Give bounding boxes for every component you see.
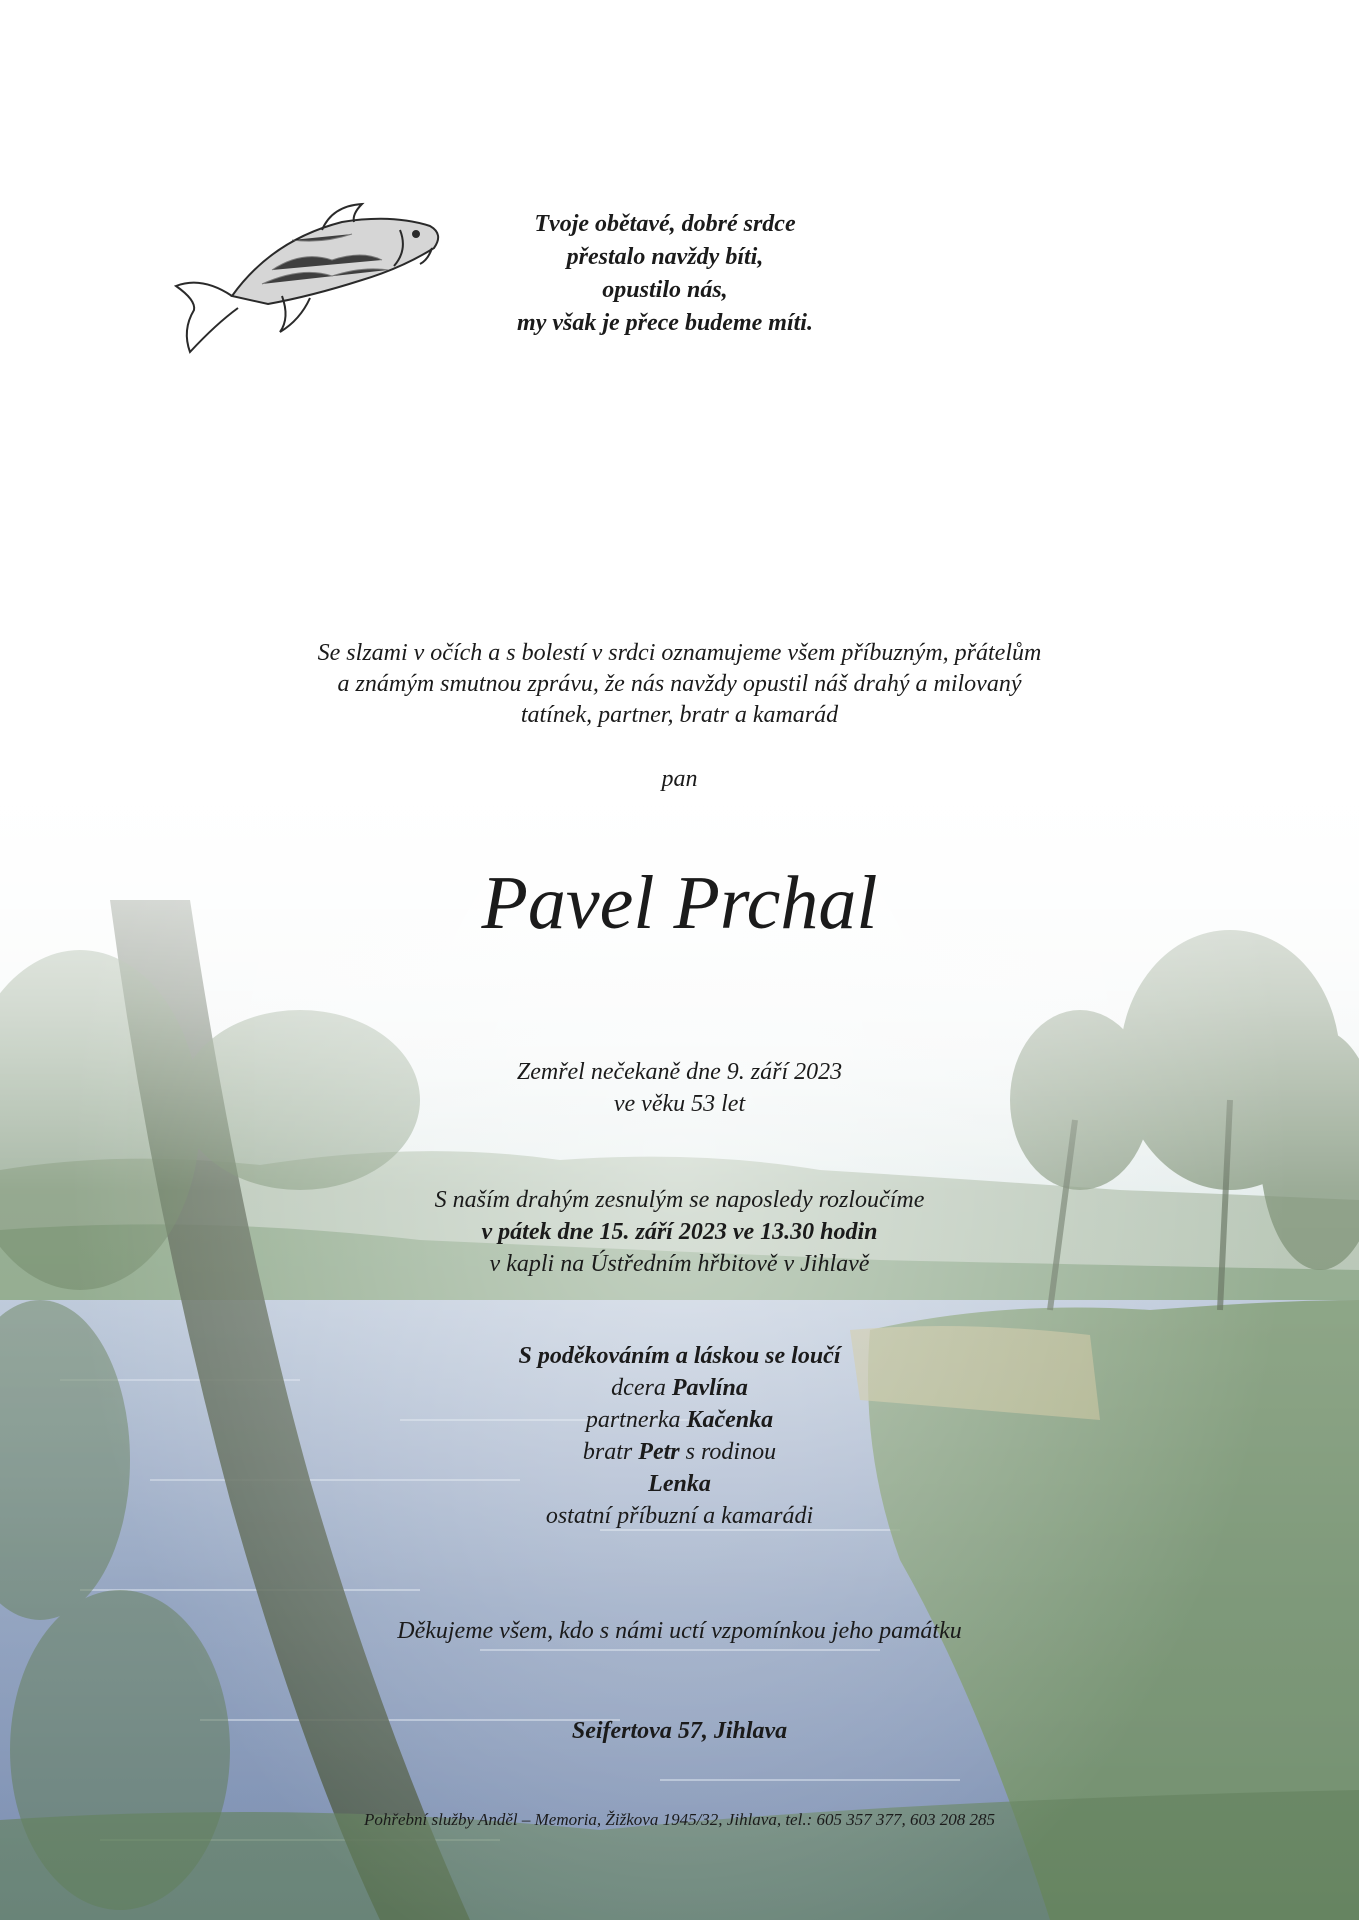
mourners-list xyxy=(0,1340,1359,1532)
family-address: Seifertova 57, Jihlava xyxy=(571,1718,788,1744)
announcement-line: Se slzami v očích a s bolestí v srdci oznamujeme všem příbuzným, přátelům xyxy=(317,640,1042,666)
carp-fish-illustration xyxy=(172,200,448,356)
mourner-item: bratr Petr s rodinou xyxy=(582,1439,777,1465)
funeral-service-footer: Pohřební služby Anděl – Memoria, Žižkova 1945/32, Jihlava, tel.: 605 357 377, 603 208 285 xyxy=(364,1810,995,1829)
verse-line: Tvoje obětavé, dobré srdce xyxy=(534,211,796,237)
mourner-item: dcera Pavlína xyxy=(611,1375,748,1401)
ceremony-location: v kapli na Ústředním hřbitově v Jihlavě xyxy=(489,1251,870,1277)
death-info xyxy=(0,1056,1359,1120)
mourner-others: ostatní příbuzní a kamarádi xyxy=(545,1503,814,1529)
thanks-line: Děkujeme všem, kdo s námi uctí vzpomínkou jeho památku xyxy=(397,1618,962,1644)
honorific: pan xyxy=(661,766,698,792)
death-age: ve věku 53 let xyxy=(613,1091,746,1117)
verse-line: přestalo navždy bíti, xyxy=(566,244,764,270)
memorial-verse xyxy=(470,208,860,340)
deceased-name: Pavel Prchal xyxy=(481,861,878,945)
ceremony-intro: S naším drahým zesnulým se naposledy rozloučíme xyxy=(434,1187,925,1213)
verse-line: opustilo nás, xyxy=(602,277,728,303)
verse-line: my však je přece budeme míti. xyxy=(517,310,813,336)
announcement-line: tatínek, partner, bratr a kamarád xyxy=(520,702,839,728)
mourner-item: Lenka xyxy=(648,1471,711,1497)
ceremony-datetime: v pátek dne 15. září 2023 ve 13.30 hodin xyxy=(481,1219,878,1245)
death-date: Zemřel nečekaně dne 9. září 2023 xyxy=(516,1059,843,1085)
announcement-text xyxy=(0,638,1359,731)
farewell-heading: S poděkováním a láskou se loučí xyxy=(518,1343,841,1369)
announcement-line: a známým smutnou zprávu, že nás navždy opustil náš drahý a milovaný xyxy=(337,671,1022,697)
mourner-item: partnerka Kačenka xyxy=(585,1407,774,1433)
funeral-ceremony-info xyxy=(0,1184,1359,1280)
